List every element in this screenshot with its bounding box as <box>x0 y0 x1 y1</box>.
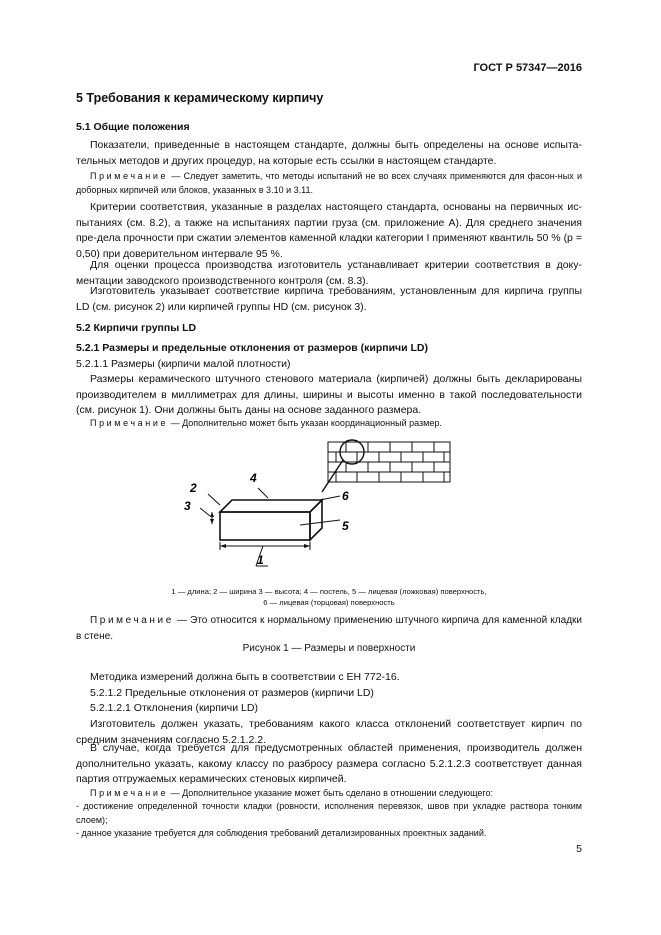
paragraph: Размеры керамического штучного стенового материала (кирпичей) должны быть декларированы производителем в миллиметрах для длины, ширины и высоты именно в такой последовательности (см. рисунок 1). Они должны быть даны на основе заданного размера. <box>76 373 582 417</box>
figure-legend-line-1: 1 — длина; 2 — ширина 3 — высота; 4 — постель, 5 — лицевая (ложковая) поверхность, <box>171 587 487 596</box>
paragraph: Критерии соответствия, указанные в разделах настоящего стандарта, основаны на первичных ис-пытаниях (см. 8.2), а также на испытаниях партии груза (см. приложение А). Для среднего значения пре-дела прочности при сжатии элементов каменной кладки категории I применяют квантиль 50 % (p = 0,50) при доверительном интервале 95 %. <box>76 201 582 260</box>
page-number: 5 <box>576 843 582 855</box>
brick-figure <box>160 430 460 580</box>
note-label: Примечание <box>90 171 169 181</box>
note <box>76 787 582 801</box>
label-4: 4 <box>250 471 257 485</box>
paragraph: Для оценки процесса производства изготовитель устанавливает критерии соответствия в доку-ментации заводского производственного контроля (см. 8.3). <box>76 259 582 287</box>
subsection-title-5-2: 5.2 Кирпичи группы LD <box>76 322 197 334</box>
note-label: Примечание <box>90 418 169 428</box>
note-text: — Дополнительное указание может быть сделано в отношении следующего: <box>168 788 494 798</box>
clause-title-5-2-1-1: 5.2.1.1 Размеры (кирпичи малой плотности) <box>76 358 291 370</box>
clause-title-5-2-1: 5.2.1 Размеры и предельные отклонения от размеров (кирпичи LD) <box>76 342 429 354</box>
figure-legend-line-2: 6 — лицевая (торцовая) поверхность <box>263 598 395 607</box>
paragraph: Изготовитель должен указать, требованиям какого класса отклонений соответствует кирпич по средним значениям согласно 5.2.1.2.2. <box>76 718 582 746</box>
section-title: 5 Требования к керамическому кирпичу <box>76 91 324 105</box>
figure-note <box>76 613 582 644</box>
label-2: 2 <box>190 481 197 495</box>
brick-wall-drawing <box>322 440 450 492</box>
brick-drawing <box>200 488 340 566</box>
note-text: — Это относится к нормальному применению штучного кирпича для каменной кладки в стене. <box>76 615 582 642</box>
figure-caption: Рисунок 1 — Размеры и поверхности <box>242 643 416 654</box>
note <box>76 170 582 197</box>
note <box>76 417 582 431</box>
bullet-item: - достижение определенной точности кладки (ровности, исполнения перевязок, швов при укладке раствора тонким слоем); <box>76 801 582 825</box>
label-5: 5 <box>342 519 349 533</box>
label-6: 6 <box>342 489 349 503</box>
bullet-item: - данное указание требуется для соблюдения требований детализированных проектных заданий. <box>76 828 487 838</box>
paragraph: Изготовитель указывает соответствие кирпича требованиям, установленным для кирпича группы LD (см. рисунок 2) или кирпичей группы HD (см. рисунок 3). <box>76 285 582 313</box>
paragraph: Показатели, приведенные в настоящем стандарте, должны быть определены на основе испыта-тельных методов и других процедур, на которые есть ссылки в настоящем стандарте. <box>76 139 582 167</box>
note-label: Примечание <box>90 615 174 626</box>
clause-title-5-2-1-2: 5.2.1.2 Предельные отклонения от размеров (кирпичи LD) <box>90 687 374 699</box>
note-label: Примечание <box>90 788 169 798</box>
label-1: 1 <box>257 553 264 567</box>
paragraph: Методика измерений должна быть в соответствии с ЕН 772-16. <box>90 671 400 683</box>
subsection-title-5-1: 5.1 Общие положения <box>76 121 190 133</box>
standard-number: ГОСТ Р 57347—2016 <box>473 62 582 74</box>
label-3: 3 <box>184 499 191 513</box>
note-text: — Следует заметить, что методы испытаний не во всех случаях применяются для фасон-ных и доборных кирпичей или блоков, указанных в 3.10 и 3.11. <box>76 171 582 195</box>
clause-title-5-2-1-2-1: 5.2.1.2.1 Отклонения (кирпичи LD) <box>90 702 258 714</box>
paragraph: В случае, когда требуется для предусмотренных областей применения, производитель должен дополнительно указать, какому классу по разбросу размера согласно 5.2.1.2.3 соответствует данная партия отгружаемых керамических стеновых кирпичей. <box>76 742 582 786</box>
note-text: — Дополнительно может быть указан координационный размер. <box>168 418 442 428</box>
